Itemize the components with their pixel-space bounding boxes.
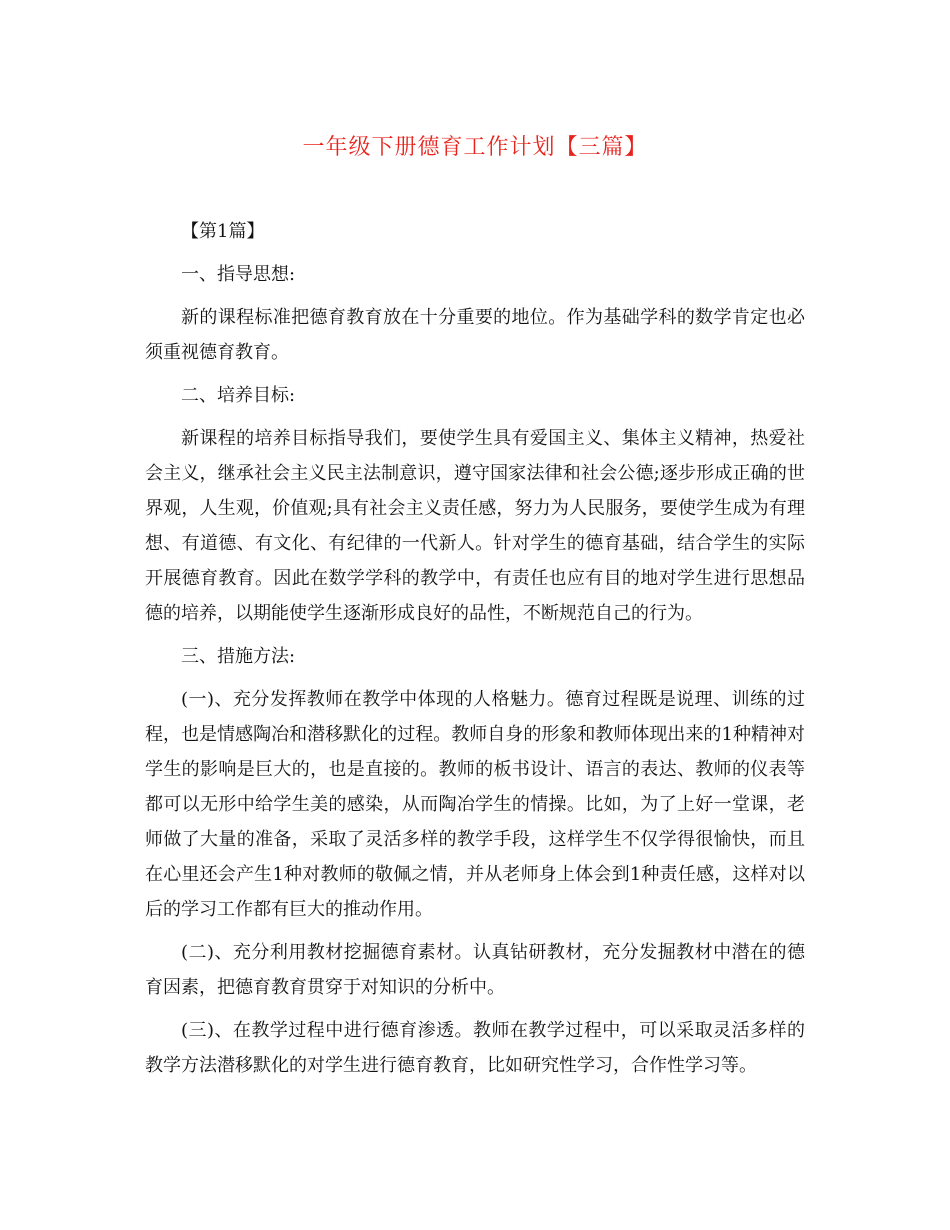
- paragraph-measure-1: (一)、充分发挥教师在教学中体现的人格魅力。德育过程既是说理、训练的过程，也是情感陶冶和潜移默化的过程。教师自身的形象和教师体现出来的1种精神对学生的影响是巨大的，也是直接的。教师的板书设计、语言的表达、教师的仪表等都可以无形中给学生美的感染，从而陶冶学生的情操。比如，为了上好一堂课，老师做了大量的准备，采取了灵活多样的教学手段，这样学生不仅学得很愉快，而且在心里还会产生1种对教师的敬佩之情，并从老师身上体会到1种责任感，这样对以后的学习工作都有巨大的推动作用。: [145, 689, 805, 920]
- heading-training-goals: 二、培养目标:: [181, 385, 296, 406]
- document-body: [145, 214, 805, 1091]
- paragraph-measure-2: (二)、充分利用教材挖掘德育素材。认真钻研教材，充分发掘教材中潜在的德育因素，把德育教育贯穿于对知识的分析中。: [145, 942, 805, 998]
- heading-measures: 三、措施方法:: [181, 646, 296, 667]
- paragraph-measure-3: (三)、在教学过程中进行德育渗透。教师在教学过程中，可以采取灵活多样的教学方法潜移默化的对学生进行德育教育，比如研究性学习，合作性学习等。: [145, 1020, 805, 1076]
- paragraph-training-goals: 新课程的培养目标指导我们，要使学生具有爱国主义、集体主义精神，热爱社会主义，继承社会主义民主法制意识，遵守国家法律和社会公德;逐步形成正确的世界观，人生观，价值观;具有社会主义责任感，努力为人民服务，要使学生成为有理想、有道德、有文化、有纪律的一代新人。针对学生的德育基础，结合学生的实际开展德育教育。因此在数学学科的教学中，有责任也应有目的地对学生进行思想品德的培养，以期能使学生逐渐形成良好的品性，不断规范自己的行为。: [145, 428, 805, 624]
- document-title: 一年级下册德育工作计划【三篇】: [302, 135, 648, 160]
- paragraph-guiding-ideology: 新的课程标准把德育教育放在十分重要的地位。作为基础学科的数学肯定也必须重视德育教育。: [145, 307, 805, 363]
- heading-guiding-ideology: 一、指导思想:: [181, 264, 296, 285]
- section-marker: 【第1篇】: [181, 221, 265, 242]
